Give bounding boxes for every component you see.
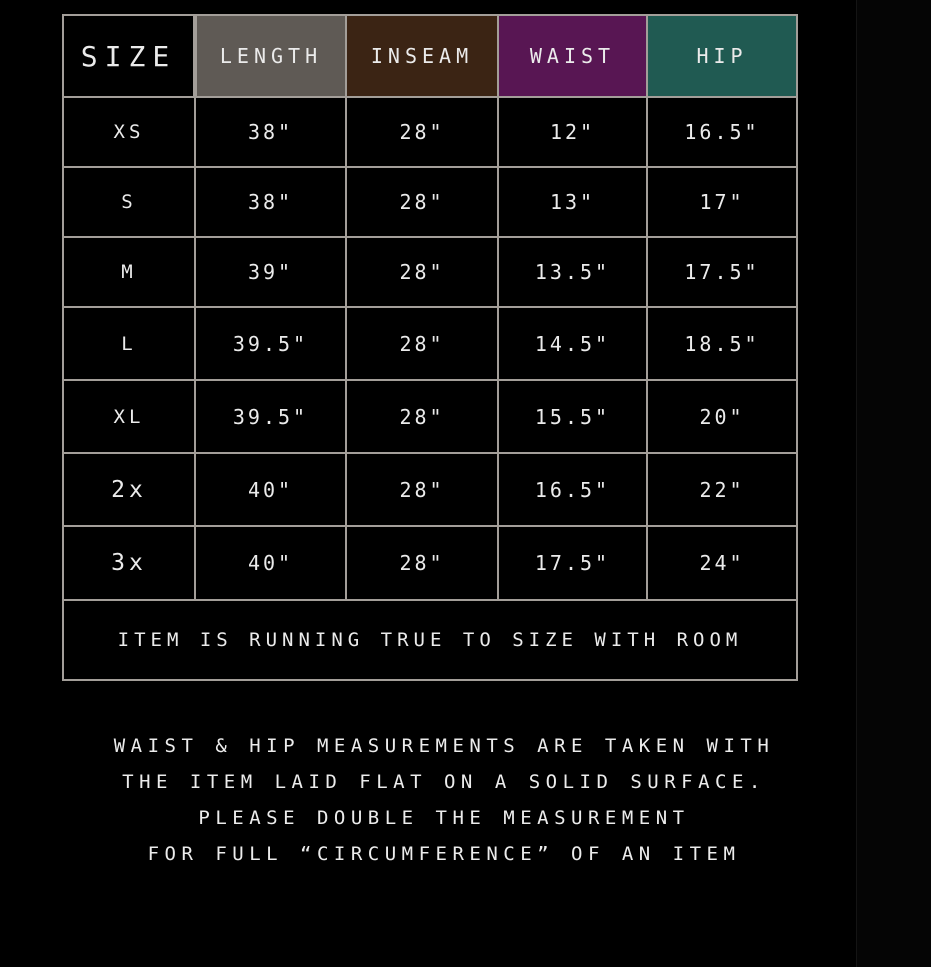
length-cell: 40" — [195, 526, 346, 600]
header-length: LENGTH — [195, 15, 346, 97]
header-waist: WAIST — [498, 15, 647, 97]
waist-cell: 14.5" — [498, 307, 647, 380]
length-cell: 38" — [195, 167, 346, 237]
table-row — [63, 526, 797, 600]
table-header-row — [63, 15, 797, 97]
table-row — [63, 97, 797, 167]
table-row — [63, 167, 797, 237]
hip-cell: 24" — [647, 526, 797, 600]
note-line: PLEASE DOUBLE THE MEASUREMENT — [198, 807, 690, 829]
hip-cell: 18.5" — [647, 307, 797, 380]
inseam-cell: 28" — [346, 167, 498, 237]
waist-cell: 16.5" — [498, 453, 647, 526]
table-row — [63, 380, 797, 453]
note-line: THE ITEM LAID FLAT ON A SOLID SURFACE. — [122, 771, 766, 793]
size-cell: XS — [63, 97, 195, 167]
waist-cell: 12" — [498, 97, 647, 167]
hip-cell: 17" — [647, 167, 797, 237]
size-cell: S — [63, 167, 195, 237]
waist-cell: 13.5" — [498, 237, 647, 307]
inseam-cell: 28" — [346, 526, 498, 600]
inseam-cell: 28" — [346, 380, 498, 453]
table-row — [63, 237, 797, 307]
header-hip: HIP — [647, 15, 797, 97]
table-row — [63, 307, 797, 380]
header-size: SIZE — [63, 15, 195, 97]
measurement-notes — [62, 728, 826, 872]
waist-cell: 13" — [498, 167, 647, 237]
hip-cell: 17.5" — [647, 237, 797, 307]
hip-cell: 22" — [647, 453, 797, 526]
length-cell: 39.5" — [195, 380, 346, 453]
table-footer-row — [63, 600, 797, 680]
fit-note: ITEM IS RUNNING TRUE TO SIZE WITH ROOM — [63, 600, 797, 680]
waist-cell: 17.5" — [498, 526, 647, 600]
hip-cell: 20" — [647, 380, 797, 453]
size-cell: XL — [63, 380, 195, 453]
table-row — [63, 453, 797, 526]
size-cell: M — [63, 237, 195, 307]
length-cell: 39.5" — [195, 307, 346, 380]
length-cell: 39" — [195, 237, 346, 307]
right-edge-strip — [856, 0, 931, 967]
size-cell: 3x — [63, 526, 195, 600]
size-cell: L — [63, 307, 195, 380]
hip-cell: 16.5" — [647, 97, 797, 167]
note-line: WAIST & HIP MEASUREMENTS ARE TAKEN WITH — [113, 735, 775, 757]
inseam-cell: 28" — [346, 307, 498, 380]
size-cell: 2x — [63, 453, 195, 526]
inseam-cell: 28" — [346, 97, 498, 167]
waist-cell: 15.5" — [498, 380, 647, 453]
size-chart-table — [62, 14, 798, 681]
note-line: FOR FULL “CIRCUMFERENCE” OF AN ITEM — [147, 843, 741, 865]
length-cell: 40" — [195, 453, 346, 526]
inseam-cell: 28" — [346, 453, 498, 526]
length-cell: 38" — [195, 97, 346, 167]
inseam-cell: 28" — [346, 237, 498, 307]
header-inseam: INSEAM — [346, 15, 498, 97]
